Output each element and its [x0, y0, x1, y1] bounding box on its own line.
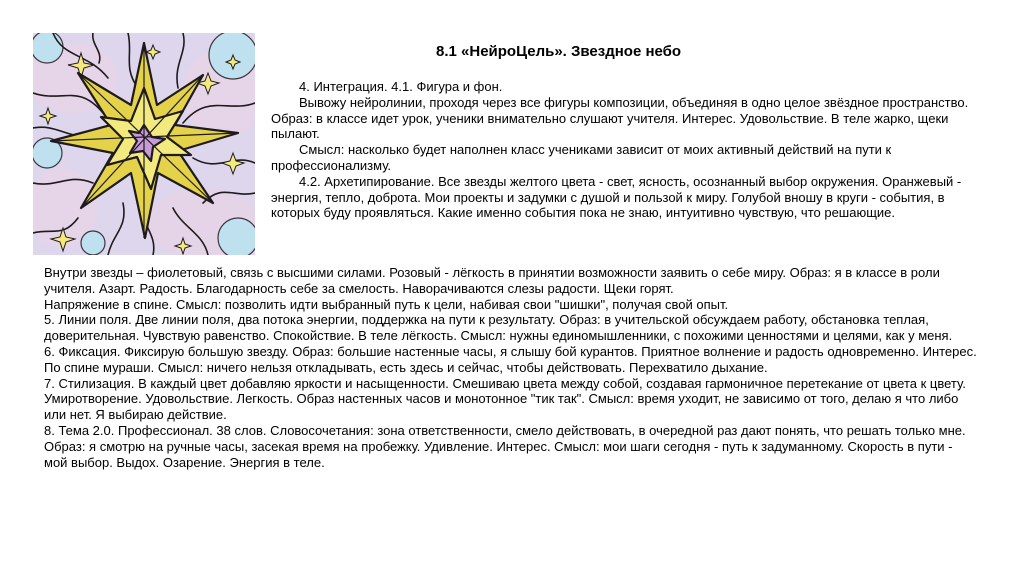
paragraph-field-lines: 5. Линии поля. Две линии поля, два потока энергии, поддержка на пути к результату. Образ: в учительской обсуждаем работу, обстановка теплая, доверительная. Чувствую равенство. Спокойствие. В теле лёгкость. Смысл: нужны единомышленники, с похожими ценностями и целями, как у меня. — [44, 312, 953, 344]
paragraph-integration-heading: 4. Интеграция. 4.1. Фигура и фон. — [299, 79, 503, 94]
integration-text-block — [271, 79, 977, 221]
paragraph-theme-professional: 8. Тема 2.0. Профессионал. 38 слов. Словосочетания: зона ответственности, смело действовать, в очередной раз дают понять, что решать только мне. — [44, 422, 966, 438]
paragraph-inside-star: Внутри звезды – фиолетовый, связь с высшими силами. Розовый - лёгкость в принятии возможности заявить о себе миру. Образ: я в классе в роли учителя. Азарт. Радость. Благодарность себе за смелость. Наворачиваются слезы радости. Щеки горят. — [44, 265, 940, 296]
paragraph-archetyping: 4.2. Архетипирование. Все звезды желтого цвета - свет, ясность, осознанный выбор окружения. Оранжевый - энергия, тепло, доброта. Мои проекты и задумки с душой и пользой к миру. Голубой вношу в круги - события, в которых буду проявляться. Какие именно события пока не знаю, интуитивно чувствую, что решающие. — [271, 173, 962, 221]
paragraph-back-tension: Напряжение в спине. Смысл: позволить идти выбранный путь к цели, набивая свои "шишки", получая свой опыт. — [44, 296, 729, 312]
paragraph-watch-image: Образ: я смотрю на ручные часы, засекая время на пробежку. Удивление. Интерес. Смысл: мои шаги сегодня - путь к задуманному. Скорость в пути - мой выбор. Выдох. Озарение. Энергия в теле. — [44, 438, 953, 470]
paragraph-neurolines: Вывожу нейролинии, проходя через все фигуры композиции, объединяя в одно целое звёздное пространство. Образ: в классе идет урок, ученики внимательно слушают учителя. Интерес. Удовольствие. В теле жарко, щеки пылают. — [271, 94, 969, 142]
paragraph-fixation: 6. Фиксация. Фиксирую большую звезду. Образ: большие настенные часы, я слышу бой курантов. Приятное волнение и радость одновременно. Интерес. По спине мураши. Смысл: ничего нельзя откладывать, есть здесь и сейчас, чтобы действовать. Перехватило дыхание. — [44, 343, 977, 375]
paragraph-meaning: Смысл: насколько будет наполнен класс учениками зависит от моих активный действий на пути к профессионализму. — [271, 142, 892, 173]
paragraph-stylization: 7. Стилизация. В каждый цвет добавляю яркости и насыщенности. Смешиваю цвета между собой, создавая гармоничное перетекание от цвета к цвету. Умиротворение. Удовольствие. Легкость. Образ настенных часов и монотонное "тик так". Смысл: время уходит, не зависимо от того, делаю я что либо или нет. Я выбираю действие. — [44, 375, 966, 423]
main-text-block — [44, 265, 979, 470]
neurographic-star-artwork — [33, 33, 255, 255]
slide-title: 8.1 «НейроЦель». Звездное небо — [436, 43, 682, 60]
